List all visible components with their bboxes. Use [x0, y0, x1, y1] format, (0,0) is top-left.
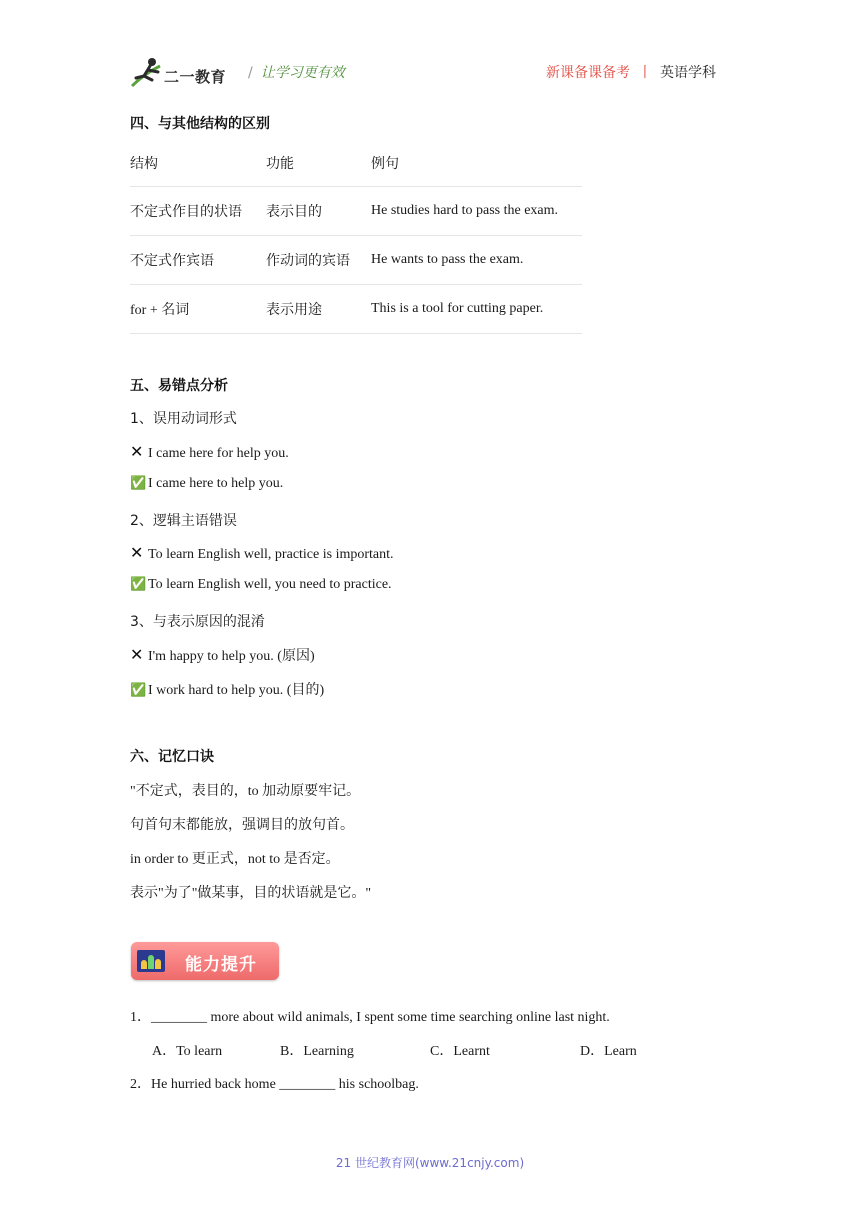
table-row: [130, 187, 582, 236]
header-separator: 丨: [638, 65, 652, 81]
cross-icon: ✕: [130, 543, 144, 562]
option-b: B．Learning: [280, 1044, 354, 1059]
question-stem: 1．________ more about wild animals, I spent some time searching online last night.: [130, 1010, 610, 1025]
option-c: C．Learnt: [430, 1044, 490, 1059]
mnemonic-line: "不定式，表目的，to 加动原要牢记。: [130, 784, 361, 799]
table-header-row: [130, 140, 582, 187]
table-header-cell: 结构: [130, 156, 158, 172]
right-example-text: I came here to help you.: [148, 476, 284, 491]
cross-icon: ✕: [130, 442, 144, 461]
table-row: [130, 236, 582, 285]
option-d: D．Learn: [580, 1044, 637, 1059]
runner-logo-icon: [130, 56, 164, 92]
section5-title: 五、易错点分析: [130, 378, 228, 394]
logo-text: 二一教育: [164, 68, 227, 86]
table-row: [130, 285, 582, 334]
error-heading: 2、逻辑主语错误: [130, 513, 237, 529]
mnemonic-line: 句首句末都能放，强调目的放句首。: [130, 818, 354, 833]
slogan: / 让学习更有效: [248, 65, 345, 81]
check-icon: ✅: [130, 683, 147, 698]
table-cell: 表示目的: [266, 204, 322, 220]
badge-label: 能力提升: [185, 955, 257, 975]
check-icon: ✅: [130, 476, 147, 491]
table-cell: He wants to pass the exam.: [371, 252, 524, 267]
wrong-example-text: I came here for help you.: [148, 446, 289, 461]
wrong-example: [130, 543, 394, 563]
error-heading: 3、与表示原因的混淆: [130, 614, 265, 630]
error-heading: 1、误用动词形式: [130, 411, 237, 427]
question-stem: 2．He hurried back home ________ his schoolbag.: [130, 1077, 419, 1092]
right-example-text: To learn English well, you need to practice.: [148, 577, 392, 592]
bar-chart-icon: [137, 950, 165, 972]
wrong-example: [130, 442, 289, 462]
section4-title: 四、与其他结构的区别: [130, 116, 270, 132]
slogan-text: 让学习更有效: [260, 65, 345, 81]
right-example: [130, 476, 283, 492]
cross-icon: ✕: [130, 645, 144, 664]
check-icon: ✅: [130, 577, 147, 592]
comparison-table: [130, 140, 582, 334]
ability-badge: [131, 942, 279, 980]
header-subject: [546, 62, 716, 82]
table-header-cell: 功能: [266, 156, 294, 172]
table-cell: 不定式作目的状语: [130, 204, 242, 220]
footer: 21 世纪教育网(www.21cnjy.com): [335, 1156, 525, 1170]
wrong-example-text: To learn English well, practice is important.: [148, 547, 394, 562]
logo: [130, 56, 240, 92]
table-cell: 表示用途: [266, 302, 322, 318]
wrong-example: [130, 645, 315, 665]
table-header-cell: 例句: [371, 156, 399, 172]
section6-title: 六、记忆口诀: [130, 749, 214, 765]
wrong-example-text: I'm happy to help you. (原因): [148, 649, 315, 664]
right-example: [130, 679, 324, 699]
table-cell: He studies hard to pass the exam.: [371, 203, 559, 218]
table-cell: 不定式作宾语: [130, 253, 214, 269]
right-example-text: I work hard to help you. (目的): [148, 683, 325, 698]
option-a: A．To learn: [152, 1044, 223, 1059]
mnemonic-line: 表示"为了"做某事，目的状语就是它。": [130, 886, 372, 901]
header-subject-name: 英语学科: [660, 65, 716, 81]
mnemonic-line: in order to 更正式，not to 是否定。: [130, 852, 340, 867]
right-example: [130, 577, 392, 593]
table-cell: for + 名词: [130, 303, 190, 318]
header-course: 新课备课备考: [546, 65, 630, 81]
table-cell: This is a tool for cutting paper.: [371, 301, 544, 316]
table-cell: 作动词的宾语: [266, 253, 350, 269]
